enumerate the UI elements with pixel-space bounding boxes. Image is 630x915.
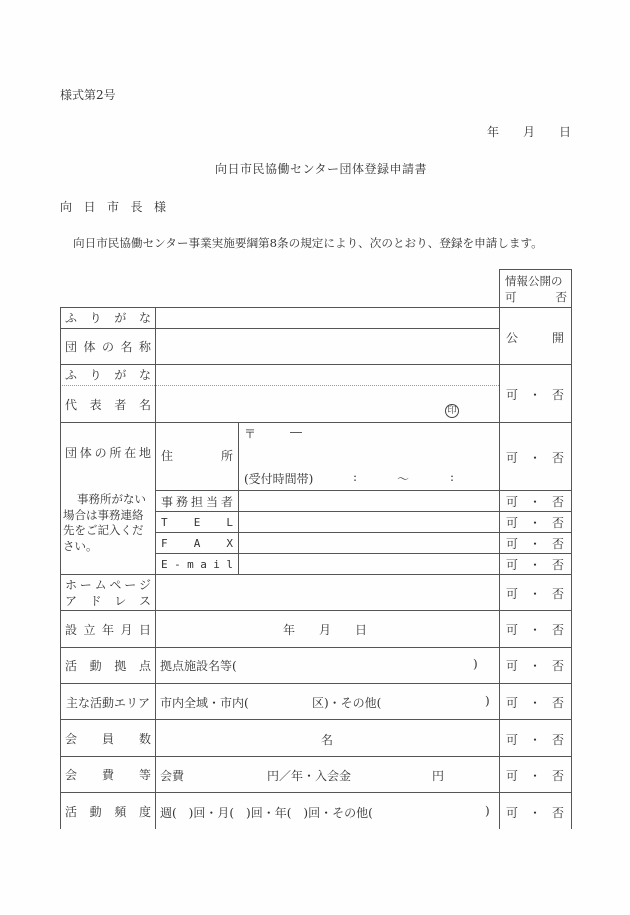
choice-yes[interactable]: 可 bbox=[506, 806, 519, 820]
choice-yes[interactable]: 可 bbox=[506, 696, 519, 710]
char: 事 bbox=[161, 494, 174, 509]
char: が bbox=[114, 368, 127, 382]
table-border bbox=[499, 269, 500, 829]
char: ジ bbox=[138, 577, 151, 592]
table-border bbox=[60, 422, 571, 423]
area-suffix: ) bbox=[485, 694, 490, 708]
fees-label: 会費 bbox=[160, 769, 185, 783]
char: 会 bbox=[65, 731, 78, 746]
choice-no[interactable]: 否 bbox=[551, 587, 564, 601]
choice-no[interactable]: 否 bbox=[551, 558, 564, 572]
char: 活 bbox=[65, 804, 78, 819]
label-activity-area: 主な活動エリア bbox=[66, 696, 151, 710]
char: 動 bbox=[89, 804, 102, 819]
choice-yes[interactable]: 可 bbox=[506, 558, 519, 572]
reception-colon-end: : bbox=[450, 470, 455, 484]
date-year: 年 bbox=[487, 125, 500, 139]
label-tel bbox=[161, 512, 233, 532]
note-line: 事務所がない bbox=[77, 492, 146, 506]
addressee-char: 日 bbox=[83, 200, 96, 214]
char: T bbox=[161, 515, 168, 529]
area-prefix: 市内全域・市内( bbox=[160, 696, 249, 710]
est-day: 日 bbox=[354, 623, 367, 637]
reception-tilde: 〜 bbox=[397, 472, 410, 486]
disclosure-choice-email[interactable] bbox=[506, 556, 564, 573]
char: ー bbox=[79, 577, 92, 592]
char: な bbox=[138, 368, 151, 382]
choice-no[interactable]: 否 bbox=[551, 388, 564, 402]
form-number: 様式第2号 bbox=[60, 88, 116, 102]
table-border bbox=[60, 307, 571, 308]
choice-dot: ・ bbox=[528, 516, 541, 530]
disclosure-header-line1: 情報公開の bbox=[505, 274, 563, 288]
char: レ bbox=[114, 593, 127, 608]
char: 表 bbox=[89, 397, 102, 412]
choice-yes[interactable]: 可 bbox=[506, 451, 519, 465]
postal-dash: ― bbox=[290, 425, 302, 439]
disclosure-choice-fees[interactable] bbox=[506, 767, 564, 784]
char: m bbox=[187, 557, 194, 571]
est-month: 月 bbox=[318, 623, 331, 637]
label-fax bbox=[161, 533, 233, 553]
label-furigana-group bbox=[65, 309, 151, 326]
label-activity-base bbox=[65, 648, 151, 683]
choice-no[interactable]: 否 bbox=[551, 495, 564, 509]
char: ア bbox=[65, 593, 78, 608]
fees-yen: 円 bbox=[432, 769, 445, 783]
label-frequency bbox=[65, 793, 151, 829]
choice-dot: ・ bbox=[528, 388, 541, 402]
table-border bbox=[499, 269, 571, 270]
frequency-prefix: 週( )回・月( )回・年( )回・その他( bbox=[160, 806, 373, 820]
note-line: さい。 bbox=[63, 538, 98, 553]
disclosure-choice-fax[interactable] bbox=[506, 535, 564, 552]
char: ふ bbox=[65, 368, 78, 382]
char: 在 bbox=[124, 445, 137, 460]
char: E bbox=[161, 557, 168, 571]
choice-dot: ・ bbox=[528, 696, 541, 710]
char: 員 bbox=[101, 731, 114, 746]
table-border bbox=[60, 683, 571, 684]
char: り bbox=[89, 368, 102, 382]
char: 当 bbox=[205, 494, 218, 509]
disclosure-choice-address[interactable] bbox=[506, 449, 564, 466]
date-month: 月 bbox=[522, 125, 535, 139]
char: 名 bbox=[120, 340, 133, 354]
char: 拠 bbox=[114, 659, 127, 673]
disclosure-fixed-public bbox=[506, 329, 564, 346]
choice-yes[interactable]: 可 bbox=[506, 659, 519, 673]
char: な bbox=[138, 311, 151, 325]
disclosure-yes: 可 bbox=[505, 290, 517, 304]
char: 者 bbox=[114, 397, 127, 412]
frequency-suffix: ) bbox=[485, 804, 490, 818]
choice-no[interactable]: 否 bbox=[551, 623, 564, 637]
intro-text: 向日市民協働センター事業実施要綱第8条の規定により、次のとおり、登録を申請します。 bbox=[73, 236, 543, 250]
area-middle: 区)・その他( bbox=[312, 696, 382, 710]
choice-no[interactable]: 否 bbox=[551, 451, 564, 465]
fees-per-year: 円／年・入会金 bbox=[267, 769, 352, 783]
label-established bbox=[65, 611, 151, 647]
disclosure-choice-homepage[interactable] bbox=[506, 585, 564, 602]
char: ふ bbox=[65, 311, 78, 325]
seal-icon: 印 bbox=[445, 404, 459, 418]
char: ペ bbox=[109, 577, 122, 592]
char: F bbox=[161, 536, 168, 550]
char: り bbox=[89, 311, 102, 325]
disclosure-choice-representative[interactable] bbox=[506, 386, 564, 403]
char: が bbox=[114, 311, 127, 325]
base-prefix: 拠点施設名等( bbox=[160, 659, 237, 673]
char: 体 bbox=[83, 340, 96, 354]
table-border bbox=[60, 574, 571, 575]
disclosure-choice-contact[interactable] bbox=[506, 493, 564, 510]
page-title: 向日市民協働センター団体登録申請書 bbox=[215, 162, 428, 176]
char: X bbox=[226, 536, 233, 550]
char: 体 bbox=[79, 445, 92, 460]
char: 所 bbox=[220, 448, 233, 463]
char: の bbox=[101, 340, 114, 354]
char: 会 bbox=[65, 768, 78, 782]
disclosure-choice-area[interactable] bbox=[506, 694, 564, 711]
char: - bbox=[174, 557, 181, 571]
char: 名 bbox=[138, 397, 151, 412]
choice-dot: ・ bbox=[528, 537, 541, 551]
char: 立 bbox=[83, 622, 96, 637]
postal-mark: 〒 bbox=[244, 427, 257, 441]
disclosure-choice-frequency[interactable] bbox=[506, 804, 564, 821]
char: 代 bbox=[65, 397, 78, 412]
char: ス bbox=[138, 593, 151, 608]
char: 団 bbox=[65, 340, 78, 354]
char: 所 bbox=[109, 445, 122, 460]
disclosure-choice-tel[interactable] bbox=[506, 514, 564, 531]
choice-dot: ・ bbox=[528, 623, 541, 637]
char: A bbox=[193, 536, 201, 550]
char: i bbox=[213, 557, 220, 571]
est-year: 年 bbox=[283, 623, 296, 637]
disclosure-header-line2 bbox=[505, 289, 567, 305]
members-unit: 名 bbox=[321, 733, 334, 747]
choice-no[interactable]: 否 bbox=[551, 537, 564, 551]
date-day: 日 bbox=[558, 125, 571, 139]
addressee-char: 長 bbox=[130, 200, 143, 214]
choice-no[interactable]: 否 bbox=[551, 516, 564, 530]
disclosure-choice-established[interactable] bbox=[506, 621, 564, 638]
char: 日 bbox=[138, 622, 151, 637]
label-representative bbox=[65, 386, 151, 422]
char: 費 bbox=[101, 768, 114, 782]
choice-dot: ・ bbox=[528, 451, 541, 465]
char: 務 bbox=[175, 494, 188, 509]
label-fees bbox=[65, 757, 151, 792]
note-line: 先をご記入くだ bbox=[63, 523, 144, 537]
choice-yes[interactable]: 可 bbox=[506, 537, 519, 551]
char: l bbox=[226, 557, 233, 571]
reception-label: (受付時間帯) bbox=[244, 472, 314, 486]
table-border bbox=[155, 307, 156, 829]
choice-dot: ・ bbox=[528, 495, 541, 509]
addressee-char: 向 bbox=[60, 200, 73, 214]
table-border bbox=[571, 269, 572, 829]
base-suffix: ) bbox=[473, 657, 478, 671]
char: ー bbox=[124, 577, 137, 592]
disclosure-no: 否 bbox=[555, 290, 567, 304]
choice-yes[interactable]: 可 bbox=[506, 623, 519, 637]
location-note bbox=[63, 492, 146, 554]
label-contact-person bbox=[161, 491, 233, 511]
disclosure-choice-members[interactable] bbox=[506, 731, 564, 748]
char: 称 bbox=[138, 340, 151, 354]
established-value bbox=[283, 621, 367, 638]
label-furigana-rep bbox=[65, 366, 151, 383]
label-members bbox=[65, 720, 151, 756]
char: 等 bbox=[138, 768, 151, 782]
label-group-name bbox=[65, 329, 151, 364]
choice-yes[interactable]: 可 bbox=[506, 587, 519, 601]
char: 住 bbox=[161, 448, 174, 463]
char: 担 bbox=[190, 494, 203, 509]
table-border bbox=[238, 422, 239, 574]
disclosure-choice-base[interactable] bbox=[506, 657, 564, 674]
note-line: 場合は事務連絡 bbox=[63, 507, 144, 522]
choice-no[interactable]: 否 bbox=[551, 733, 564, 747]
choice-dot: ・ bbox=[528, 806, 541, 820]
char: 活 bbox=[65, 659, 78, 673]
char: ド bbox=[89, 593, 102, 608]
label-homepage-1 bbox=[65, 576, 151, 592]
choice-no[interactable]: 否 bbox=[551, 659, 564, 673]
reception-colon-start: : bbox=[353, 470, 358, 484]
char: 頻 bbox=[114, 804, 127, 819]
char: 団 bbox=[65, 445, 78, 460]
date-line bbox=[487, 123, 571, 140]
public-char: 公 bbox=[506, 331, 519, 345]
char: 数 bbox=[138, 731, 151, 746]
char: ホ bbox=[65, 577, 78, 592]
choice-no[interactable]: 否 bbox=[551, 769, 564, 783]
choice-dot: ・ bbox=[528, 733, 541, 747]
char: a bbox=[200, 557, 207, 571]
choice-no[interactable]: 否 bbox=[551, 696, 564, 710]
choice-dot: ・ bbox=[528, 558, 541, 572]
char: L bbox=[226, 515, 233, 529]
label-homepage-2 bbox=[65, 592, 151, 608]
char: 動 bbox=[89, 659, 102, 673]
choice-dot: ・ bbox=[528, 587, 541, 601]
choice-no[interactable]: 否 bbox=[551, 806, 564, 820]
char: 者 bbox=[220, 494, 233, 509]
addressee bbox=[60, 198, 166, 215]
public-char: 開 bbox=[551, 331, 564, 345]
table-border bbox=[60, 364, 571, 365]
char: 点 bbox=[138, 659, 151, 673]
addressee-char: 市 bbox=[106, 200, 119, 214]
table-border bbox=[60, 307, 61, 829]
char: 地 bbox=[138, 445, 151, 460]
char: の bbox=[94, 445, 107, 460]
choice-yes[interactable]: 可 bbox=[506, 495, 519, 509]
char: ム bbox=[94, 577, 107, 592]
char: 年 bbox=[101, 622, 114, 637]
char: E bbox=[193, 515, 201, 529]
choice-yes[interactable]: 可 bbox=[506, 733, 519, 747]
label-address bbox=[161, 446, 233, 464]
label-location bbox=[65, 443, 151, 461]
char: 月 bbox=[120, 622, 133, 637]
choice-yes[interactable]: 可 bbox=[506, 516, 519, 530]
choice-dot: ・ bbox=[528, 769, 541, 783]
label-email bbox=[161, 554, 233, 574]
choice-yes[interactable]: 可 bbox=[506, 769, 519, 783]
choice-dot: ・ bbox=[528, 659, 541, 673]
char: 度 bbox=[138, 804, 151, 819]
addressee-char: 様 bbox=[153, 200, 166, 214]
choice-yes[interactable]: 可 bbox=[506, 388, 519, 402]
char: 設 bbox=[65, 622, 78, 637]
